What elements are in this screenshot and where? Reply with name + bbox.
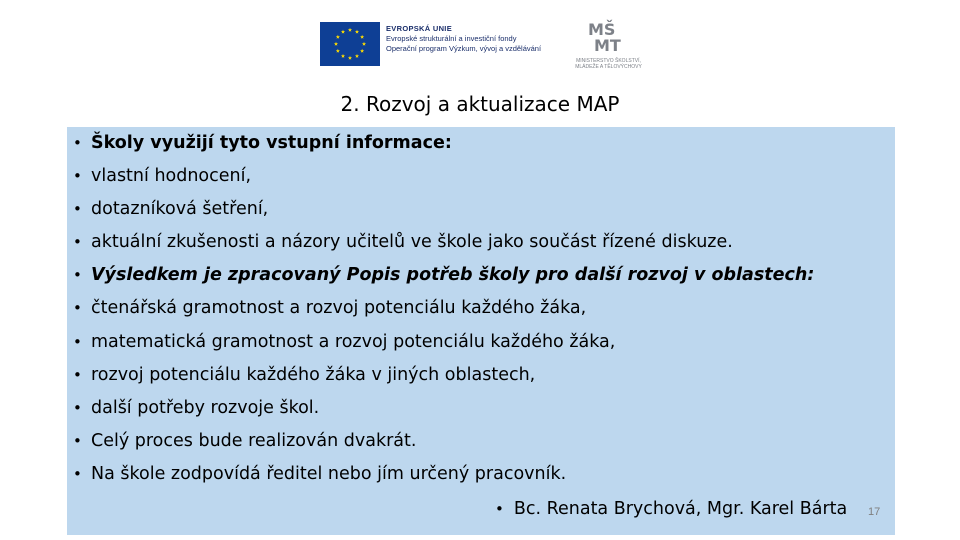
bullet-text: Na škole zodpovídá ředitel nebo jím určený pracovník.: [91, 463, 567, 484]
eu-text: [386, 24, 566, 54]
bullet-dot: •: [73, 299, 82, 318]
bullet-text: Výsledkem je zpracovaný Popis potřeb školy pro další rozvoj v oblastech:: [91, 265, 815, 286]
bullet-text: čtenářská gramotnost a rozvoj potenciálu každého žáka,: [91, 298, 587, 319]
bullet-dot: •: [495, 500, 504, 518]
bullet-dot: •: [73, 365, 82, 384]
eu-flag-logo: [320, 22, 380, 66]
logo-bar: [316, 18, 656, 74]
bullet-text: aktuální zkušenosti a názory učitelů ve škole jako součást řízené diskuze.: [91, 232, 733, 253]
bullet-dot: •: [73, 233, 82, 252]
author-line: [495, 494, 847, 524]
bullet-dot: •: [73, 167, 82, 186]
msmt-mark-top: MŠ: [588, 20, 616, 39]
bullet-text: Celý proces bude realizován dvakrát.: [91, 430, 417, 451]
bullet-text: dotazníková šetření,: [91, 199, 269, 220]
bullet-text: rozvoj potenciálu každého žáka v jiných oblastech,: [91, 364, 536, 385]
bullet-dot: •: [73, 332, 82, 351]
msmt-mark: [586, 20, 626, 56]
bullet-dot: •: [73, 266, 82, 285]
eu-line-3: Operační program Výzkum, vývoj a vzdělávání: [386, 44, 542, 53]
bullet-dot: •: [73, 200, 82, 219]
msmt-mark-bottom: MT: [594, 36, 621, 55]
bullet-text: další potřeby rozvoje škol.: [91, 397, 320, 418]
eu-stars-icon: [320, 22, 380, 66]
eu-line-2: Evropské strukturální a investiční fondy: [386, 34, 517, 43]
slide-title: 2. Rozvoj a aktualizace MAP: [340, 92, 620, 116]
page-number: 17: [868, 506, 881, 518]
msmt-text-1: MINISTERSTVO ŠKOLSTVÍ,: [576, 58, 641, 64]
author-text: Bc. Renata Brychová, Mgr. Karel Bárta: [513, 499, 848, 519]
bullet-text: vlastní hodnocení,: [91, 166, 252, 187]
bullet-dot: •: [73, 464, 82, 483]
bullet-text: Školy využijí tyto vstupní informace:: [91, 133, 452, 153]
msmt-text: [566, 58, 651, 70]
eu-line-1: EVROPSKÁ UNIE: [386, 24, 452, 33]
bullet-dot: •: [73, 398, 82, 417]
bullet-text: matematická gramotnost a rozvoj potenciálu každého žáka,: [91, 331, 616, 352]
bullet-dot: •: [73, 431, 82, 450]
bullet-dot: •: [73, 134, 82, 152]
msmt-text-2: MLÁDEŽE A TĚLOVÝCHOVY: [575, 64, 642, 70]
msmt-logo: [566, 20, 651, 72]
